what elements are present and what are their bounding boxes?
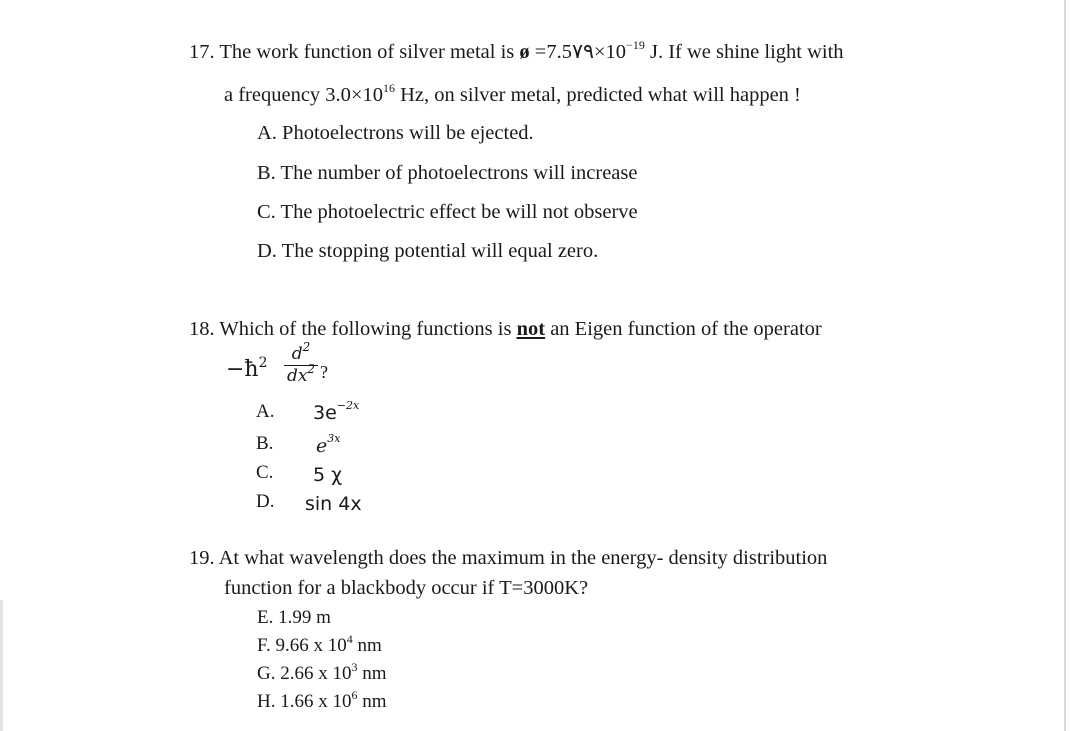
operator-den-exponent: 2 (307, 362, 316, 377)
q18-option-b-letter[interactable]: B. (256, 433, 274, 454)
page-border-left (0, 600, 3, 731)
q18-option-a-base: 3e (313, 402, 337, 424)
q18-text-post: an Eigen function of the operator (545, 318, 822, 340)
q18-option-d-function[interactable] (305, 493, 362, 515)
q17-option-d[interactable]: D. The stopping potential will equal zero. (257, 240, 599, 262)
q19-option-e-text: E. 1.99 m (257, 607, 331, 628)
q19-line-1: 19. At what wavelength does the maximum in the energy- density distribution (189, 547, 828, 569)
q19-option-g-unit: nm (357, 663, 387, 684)
q18-option-d-base: sin 4x (305, 493, 362, 515)
operator-hbar-exponent: 2 (258, 354, 268, 371)
q19-option-h-text: H. 1.66 x 10 (257, 691, 352, 712)
q18-option-b-exponent: 3x (327, 431, 341, 445)
q19-option-f-unit: nm (352, 635, 382, 656)
q19-option-f[interactable] (257, 631, 382, 658)
q19-option-h-unit: nm (357, 691, 387, 712)
operator-num-d: d (291, 344, 303, 364)
q18-emphasis-not: not (516, 318, 546, 340)
page-border-right (1064, 0, 1066, 731)
q19-option-g[interactable] (257, 659, 387, 686)
q17-value: =7.5۷۹×10 (529, 41, 627, 63)
q17-phi-symbol: ø (519, 41, 530, 63)
operator-fraction (284, 340, 318, 386)
q18-option-c-letter[interactable]: C. (256, 462, 274, 483)
operator-num-exponent: 2 (302, 340, 311, 355)
q17-text-pre: 17. The work function of silver metal is (189, 41, 520, 63)
q17-option-c[interactable]: C. The photoelectric effect be will not observe (257, 201, 638, 223)
q19-option-h-exponent: 6 (351, 687, 358, 702)
q17-frequency-exponent: 16 (383, 81, 395, 96)
q19-option-h[interactable] (257, 687, 387, 714)
q18-option-c-base: 5 χ (313, 464, 343, 486)
q17-exponent: −19 (626, 38, 645, 53)
q18-option-b-function[interactable] (316, 431, 341, 457)
operator-den-dx: dx (286, 366, 308, 386)
q18-option-c-function[interactable] (313, 464, 342, 486)
q18-option-a-letter[interactable]: A. (256, 401, 275, 422)
q17-text-post: J. If we shine light with (644, 41, 844, 63)
q17-line-1 (189, 40, 844, 64)
q19-option-g-exponent: 3 (351, 659, 358, 674)
operator-hbar (226, 354, 268, 382)
q17-line-2-rest: Hz, on silver metal, predicted what will happen ! (395, 84, 801, 106)
q19-option-e[interactable] (257, 606, 331, 630)
q17-option-a[interactable]: A. Photoelectrons will be ejected. (257, 122, 534, 144)
q18-option-b-base: e (316, 435, 328, 457)
q17-option-b[interactable]: B. The number of photoelectrons will increase (257, 162, 638, 184)
operator-question-mark: ? (320, 362, 328, 382)
q18-line-1 (189, 317, 822, 341)
q17-frequency: a frequency 3.0×10 (224, 84, 383, 106)
q17-line-2 (224, 83, 801, 107)
q18-option-d-letter[interactable]: D. (256, 491, 275, 512)
q18-option-a-exponent: −2x (336, 398, 360, 412)
operator-denominator (284, 362, 318, 386)
q19-option-f-text: F. 9.66 x 10 (257, 635, 347, 656)
q18-option-a-function[interactable] (313, 398, 360, 424)
q18-text-pre: 18. Which of the following functions is (189, 318, 517, 340)
q19-line-2: function for a blackbody occur if T=3000K? (224, 577, 589, 599)
q19-option-f-exponent: 4 (346, 631, 353, 646)
q19-option-g-text: G. 2.66 x 10 (257, 663, 352, 684)
operator-hbar-symbol: −ħ (226, 357, 259, 382)
